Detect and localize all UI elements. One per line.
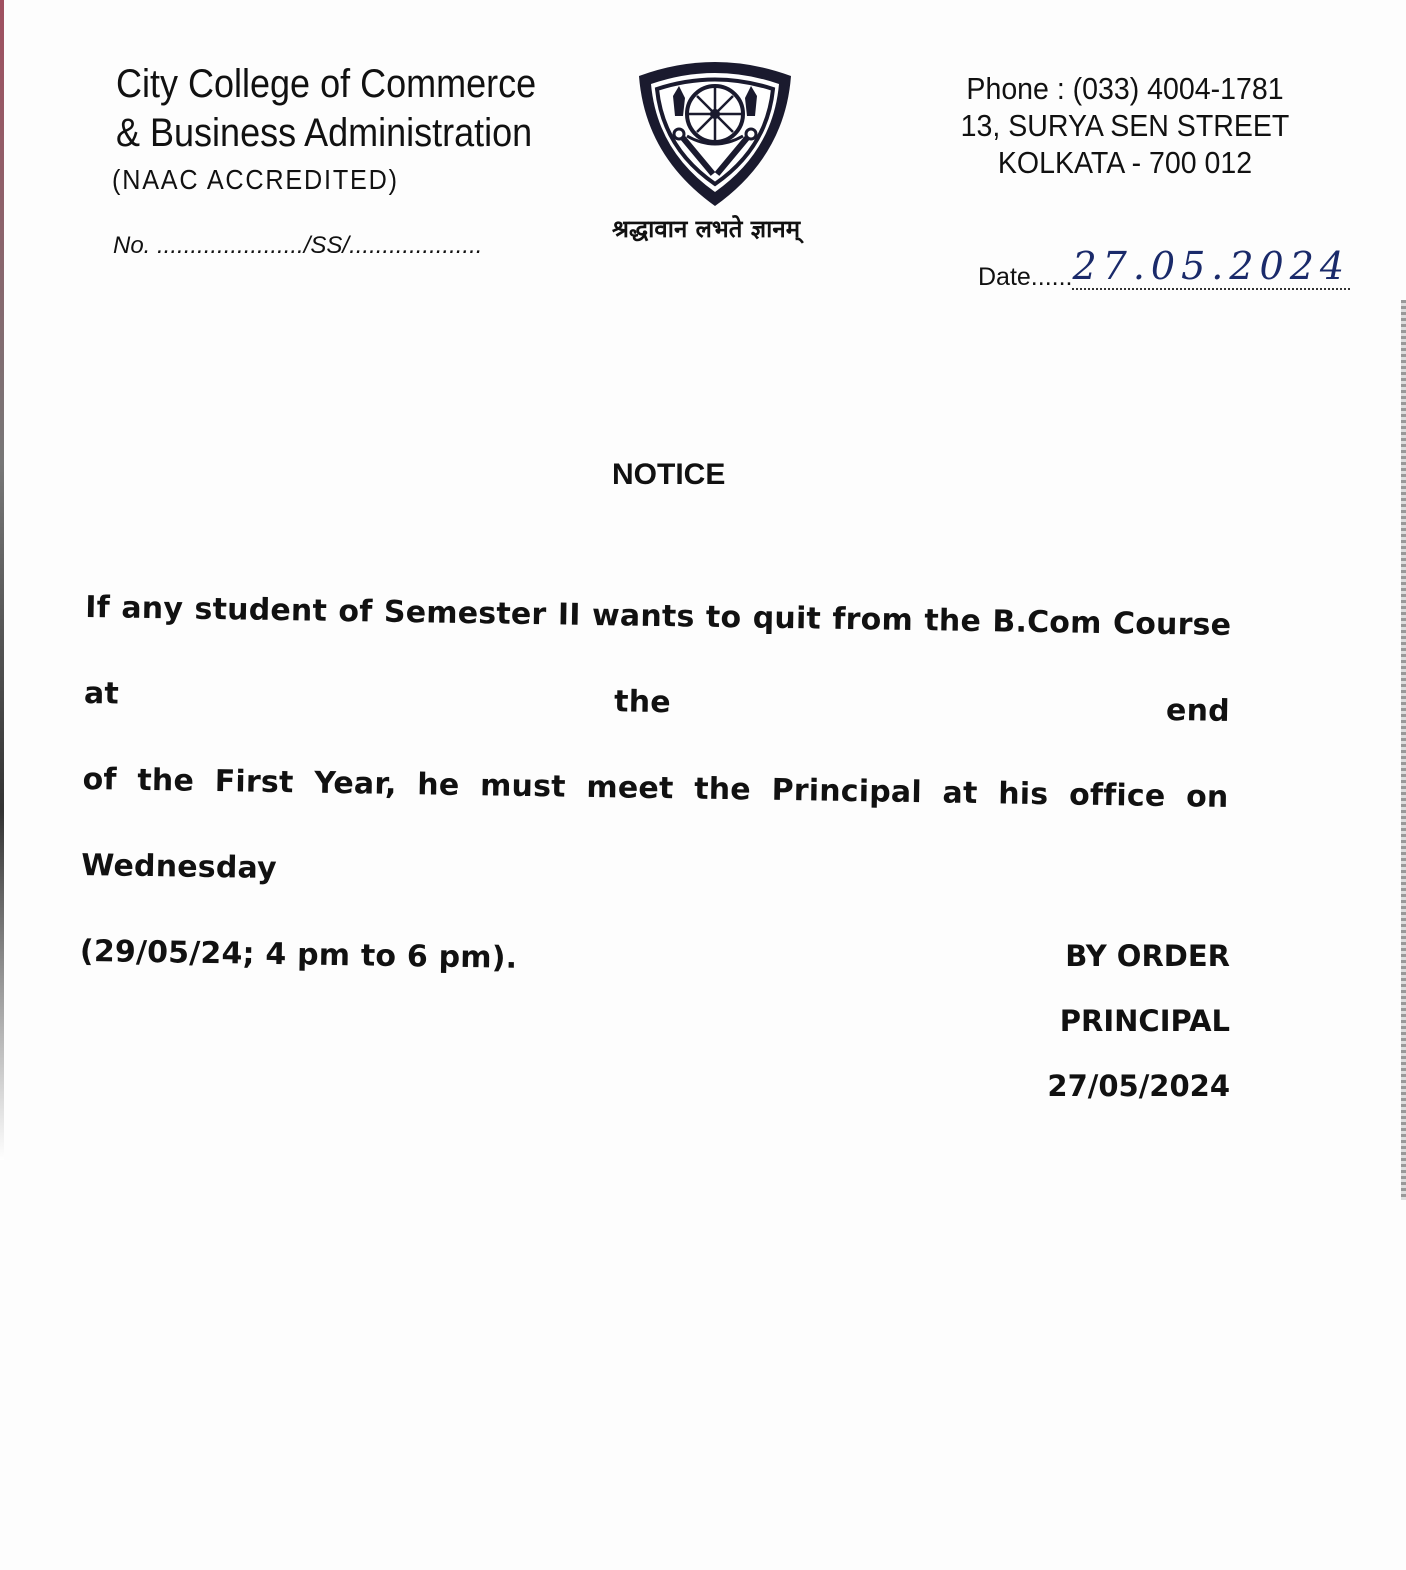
- college-crest-logo: [635, 56, 795, 210]
- designation: PRINCIPAL: [1059, 1004, 1230, 1038]
- notice-line: of the First Year, he must meet the Principal at his office on Wednesday: [81, 761, 1229, 887]
- handwritten-date: 27.05.2024: [1072, 244, 1351, 288]
- college-name: [116, 60, 536, 158]
- date-field: [978, 244, 1351, 294]
- address-line1: 13, SURYA SEN STREET: [960, 108, 1290, 143]
- address-line2: KOLKATA - 700 012: [997, 145, 1253, 180]
- college-motto: श्रद्धावान लभते ज्ञानम्: [612, 215, 801, 243]
- reference-number: No. ....................../SS/....................: [113, 232, 483, 259]
- signature-date: 27/05/2024: [1047, 1069, 1230, 1103]
- notice-title: NOTICE: [612, 458, 726, 491]
- paper-edge-left: [0, 0, 4, 1160]
- contact-block: [959, 70, 1290, 181]
- notice-line: If any student of Semester II wants to quit from the B.Com Course at the end: [83, 589, 1232, 729]
- notice-line: (29/05/24; 4 pm to 6 pm).: [79, 933, 518, 976]
- paper-edge-right: [1401, 300, 1406, 1200]
- college-name-line2: & Business Administration: [116, 111, 533, 155]
- college-name-line1: City College of Commerce: [116, 62, 537, 106]
- date-label: Date......: [978, 263, 1073, 291]
- by-order: BY ORDER: [1065, 939, 1230, 973]
- phone-number: Phone : (033) 4004-1781: [966, 71, 1284, 106]
- signature-block: [1047, 924, 1230, 1119]
- accreditation: (NAAC ACCREDITED): [112, 164, 399, 195]
